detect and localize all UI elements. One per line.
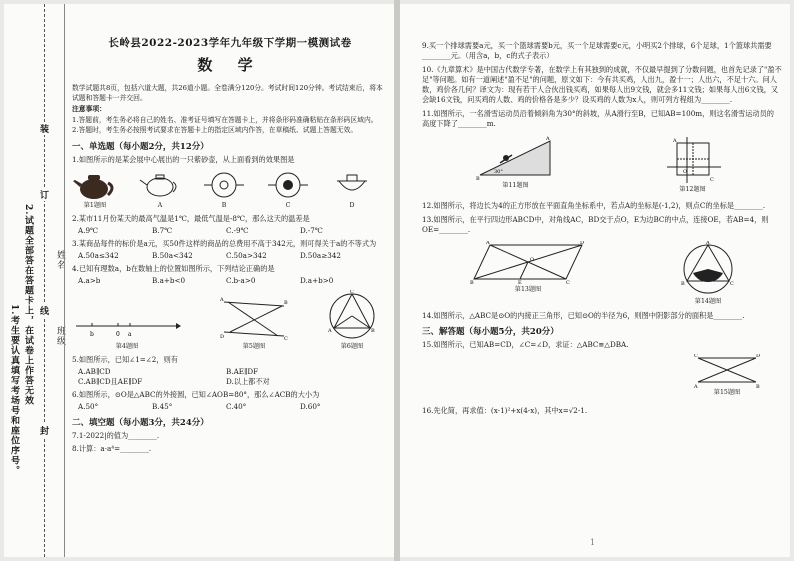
figure-caption: 第15题图 (713, 389, 741, 396)
svg-text:B: B (681, 281, 685, 287)
right-content (422, 38, 782, 557)
question-3: 3.某商品每件的标价是a元，买50件这样的商品的总费用不高于342元，则可得关于a的不等式为 (72, 238, 377, 248)
q4-options (72, 276, 388, 286)
svg-text:b: b (90, 330, 94, 338)
option-b-figure (202, 169, 246, 211)
question-5: 5.如图所示，已知∠1=∠2，则有 (72, 354, 178, 364)
notice-item: 2.答题时，考生务必按照考试要求在答题卡上的指定区域内作答，在草稿纸、试题上答题无效。 (72, 126, 358, 134)
figure-caption: 第4题图 (115, 342, 139, 350)
option: B.a+b<0 (152, 275, 186, 285)
question-2: 2.某市11月份某天的最高气温是1℃，最低气温是-8℃，那么这天的温差是 (72, 213, 310, 223)
figure-caption: 第13题图 (514, 286, 542, 293)
question-6: 6.如图所示，⊙O是△ABC的外接圆，已知∠AOB=80°，那么∠ACB的大小为 (72, 389, 320, 399)
name-label: 姓名 (55, 250, 65, 270)
congruent-triangles-figure (692, 354, 762, 398)
question-10: 10.《九章算术》是中国古代数学专著，在数学上有其独到的成就，不仅最早提到了分数问题，也首先记录了"盈不足"等问题。如有一道阐述"盈不足"的问题，原文如下：今有共买鸡，人出九，盈十一；人出六，不足十六。问人数，鸡价各几何？译文为：现有若干人合伙出钱买鸡，如果每人出9文钱，就会多11文钱；如果每人出6文钱，又会缺16文钱，问买鸡的人数、鸡的价格各是多少？设买鸡的人数为x人，则可列方程组为________. (422, 65, 782, 104)
fill-line (64, 4, 65, 557)
option: D.以上都不对 (226, 376, 270, 386)
option: C.40° (226, 401, 247, 411)
figure-caption: A (157, 201, 163, 209)
right-page (400, 4, 790, 557)
q11-q12-row (422, 109, 782, 195)
svg-text:A: A (220, 296, 224, 303)
option: C.b-a>0 (226, 275, 256, 285)
figure-caption: C (285, 201, 291, 209)
option: A.50a≤342 (78, 250, 119, 260)
figure-caption: D (349, 201, 355, 209)
option: C.-9℃ (226, 225, 249, 235)
q13-q14-figures (422, 241, 782, 307)
figure-caption: B (221, 201, 227, 209)
section-title: 三、解答题（每小题5分，共20分） (422, 327, 559, 337)
q1-figures (72, 169, 388, 211)
svg-text:E: E (518, 280, 522, 285)
class-label: 班级 (55, 326, 65, 346)
question-13: 13.如图所示，在平行四边形ABCD中，对角线AC，BD交于点O，E为边BC的中点，连接OE，若AB=4，则OE=________. (422, 215, 769, 234)
svg-text:A: A (694, 384, 698, 388)
svg-text:C: C (709, 177, 714, 183)
option: D.-7℃ (300, 225, 323, 235)
question-11: 11.如图所示，一名滑雪运动员沿着倾斜角为30°的斜坡，从A滑行至B，已知AB=100m，则这名滑雪运动员的高度下降了________m. (422, 109, 774, 128)
q5-options (72, 367, 388, 387)
svg-text:A: A (545, 136, 550, 142)
seal-label: 线 (40, 304, 49, 317)
binding-strip (4, 4, 68, 557)
figure-caption: 第6题图 (340, 342, 364, 350)
figure-caption: 第5题图 (242, 342, 266, 350)
question-8: 8.计算：a·a⁴=________. (72, 443, 152, 453)
svg-text:C: C (694, 354, 698, 359)
option-d-figure (330, 169, 374, 211)
svg-text:C: C (566, 280, 570, 285)
svg-text:A: A (486, 241, 490, 246)
seal-label: 封 (40, 424, 49, 437)
question-9: 9.买一个排球需要a元，买一个篮球需要b元，买一个足球需要c元，小明买2个排球，6个足球，1个篮球共需要________元。（用含a，b，c的式子表示） (422, 41, 772, 60)
question-14: 14.如图所示，△ABC是⊙O的内接正三角形，已知⊙O的半径为6，则图中阴影部分的面积是________. (422, 311, 745, 320)
exam-title: 长岭县2022-2023学年九年级下学期一模测试卷 (108, 37, 352, 49)
question-12: 12.如图所示，将边长为4的正方形放在平面直角坐标系中，若点A的坐标是(-1,2)，则点C的坐标是________. (422, 201, 766, 210)
option: C.50a>342 (226, 250, 267, 260)
option: A.a>b (78, 275, 101, 285)
figure-caption: 第14题图 (694, 298, 722, 305)
option-a-figure (138, 169, 182, 211)
svg-text:C: C (730, 281, 734, 287)
svg-text:B: B (371, 327, 375, 334)
option: D.60° (300, 401, 321, 411)
figure-caption: 第1题图 (83, 201, 107, 209)
option: D.a+b>0 (300, 275, 334, 285)
q2-options (72, 226, 388, 236)
parallelogram-figure (468, 241, 588, 307)
exam-intro: 数学试题共8页，包括六道大题，共26道小题。全卷满分120分。考试时间120分钟。考试结束后，将本试题和答题卡一并交回。 (72, 84, 383, 102)
q15-figure-row (422, 354, 782, 398)
option: B.50a<342 (152, 250, 193, 260)
section-title: 二、填空题（每小题3分，共24分） (72, 417, 209, 428)
seal-line (44, 4, 45, 557)
svg-text:30°: 30° (493, 169, 503, 175)
circumcircle-figure (326, 290, 378, 352)
question-1: 1.如图所示的是某会展中心展出的一只紫砂壶，从上面看到的效果图是 (72, 154, 295, 164)
coordinate-square-figure (663, 135, 723, 195)
ski-slope-figure (476, 135, 556, 195)
option: A.9℃ (78, 225, 99, 235)
q6-options (72, 402, 388, 412)
question-16: 16.先化简，再求值：(x-1)²+x(4-x)，其中x=√2-1. (422, 406, 588, 415)
svg-text:D: D (756, 354, 761, 359)
option: A.50° (78, 401, 99, 411)
page-number: 1 (590, 538, 596, 547)
question-7: 7.1-2022|的值为________. (72, 430, 160, 440)
option: B.7℃ (152, 225, 173, 235)
option: D.50a≥342 (300, 250, 341, 260)
svg-text:D: D (220, 333, 225, 340)
section-title: 一、单选题（每小题2分，共12分） (72, 141, 209, 152)
option: A.AB∥CD (78, 366, 111, 376)
left-page (4, 4, 394, 557)
figure-caption: 第12题图 (679, 186, 706, 193)
option: B.45° (152, 401, 173, 411)
exam-instruction-2: 2.试题全部答在答题卡上，在试卷上作答无效 (23, 204, 33, 406)
notice-heading: 注意事项： (72, 105, 106, 113)
svg-text:D: D (580, 241, 585, 246)
svg-text:A: A (328, 327, 332, 334)
option: C.AB∥CD且AE∥DF (78, 376, 143, 386)
svg-text:B: B (756, 384, 760, 388)
seal-label: 装 (40, 122, 49, 135)
exam-instruction-1: 1.考生要认真填写考场号和座位序号。 (9, 304, 19, 476)
figure-caption: 第11题图 (502, 182, 529, 189)
svg-text:C: C (284, 335, 288, 342)
teapot-figure (72, 169, 118, 211)
svg-text:0: 0 (116, 330, 120, 338)
svg-text:A: A (706, 241, 710, 246)
seal-label: 订 (40, 188, 49, 201)
question-4: 4.已知有理数a，b在数轴上的位置如图所示，下列结论正确的是 (72, 263, 275, 273)
option-c-figure (266, 169, 310, 211)
svg-text:O: O (530, 257, 535, 263)
q11-q12-figures (422, 135, 776, 195)
svg-text:B: B (470, 280, 474, 285)
notice-item: 1.答题前，考生务必将自己的姓名、准考证号填写在答题卡上，并将条形码准确粘贴在条形码区域内。 (72, 115, 378, 124)
option: B.AE∥DF (226, 366, 259, 376)
subject-title: 数 学 (197, 56, 263, 74)
q3-options (72, 251, 388, 261)
q4-q6-figures (72, 290, 388, 352)
svg-text:a: a (128, 330, 132, 338)
question-15: 15.如图所示，已知AB=CD，∠C=∠D，求证：△ABC≌△DBA. (422, 340, 629, 349)
svg-text:O: O (682, 169, 687, 175)
number-line-figure (72, 312, 182, 352)
svg-text:A: A (672, 138, 677, 144)
svg-text:B: B (284, 299, 288, 306)
parallel-lines-figure (218, 296, 290, 352)
left-content (72, 4, 388, 557)
inscribed-triangle-figure (680, 241, 736, 307)
svg-text:C: C (350, 289, 354, 295)
svg-text:B: B (475, 176, 480, 181)
